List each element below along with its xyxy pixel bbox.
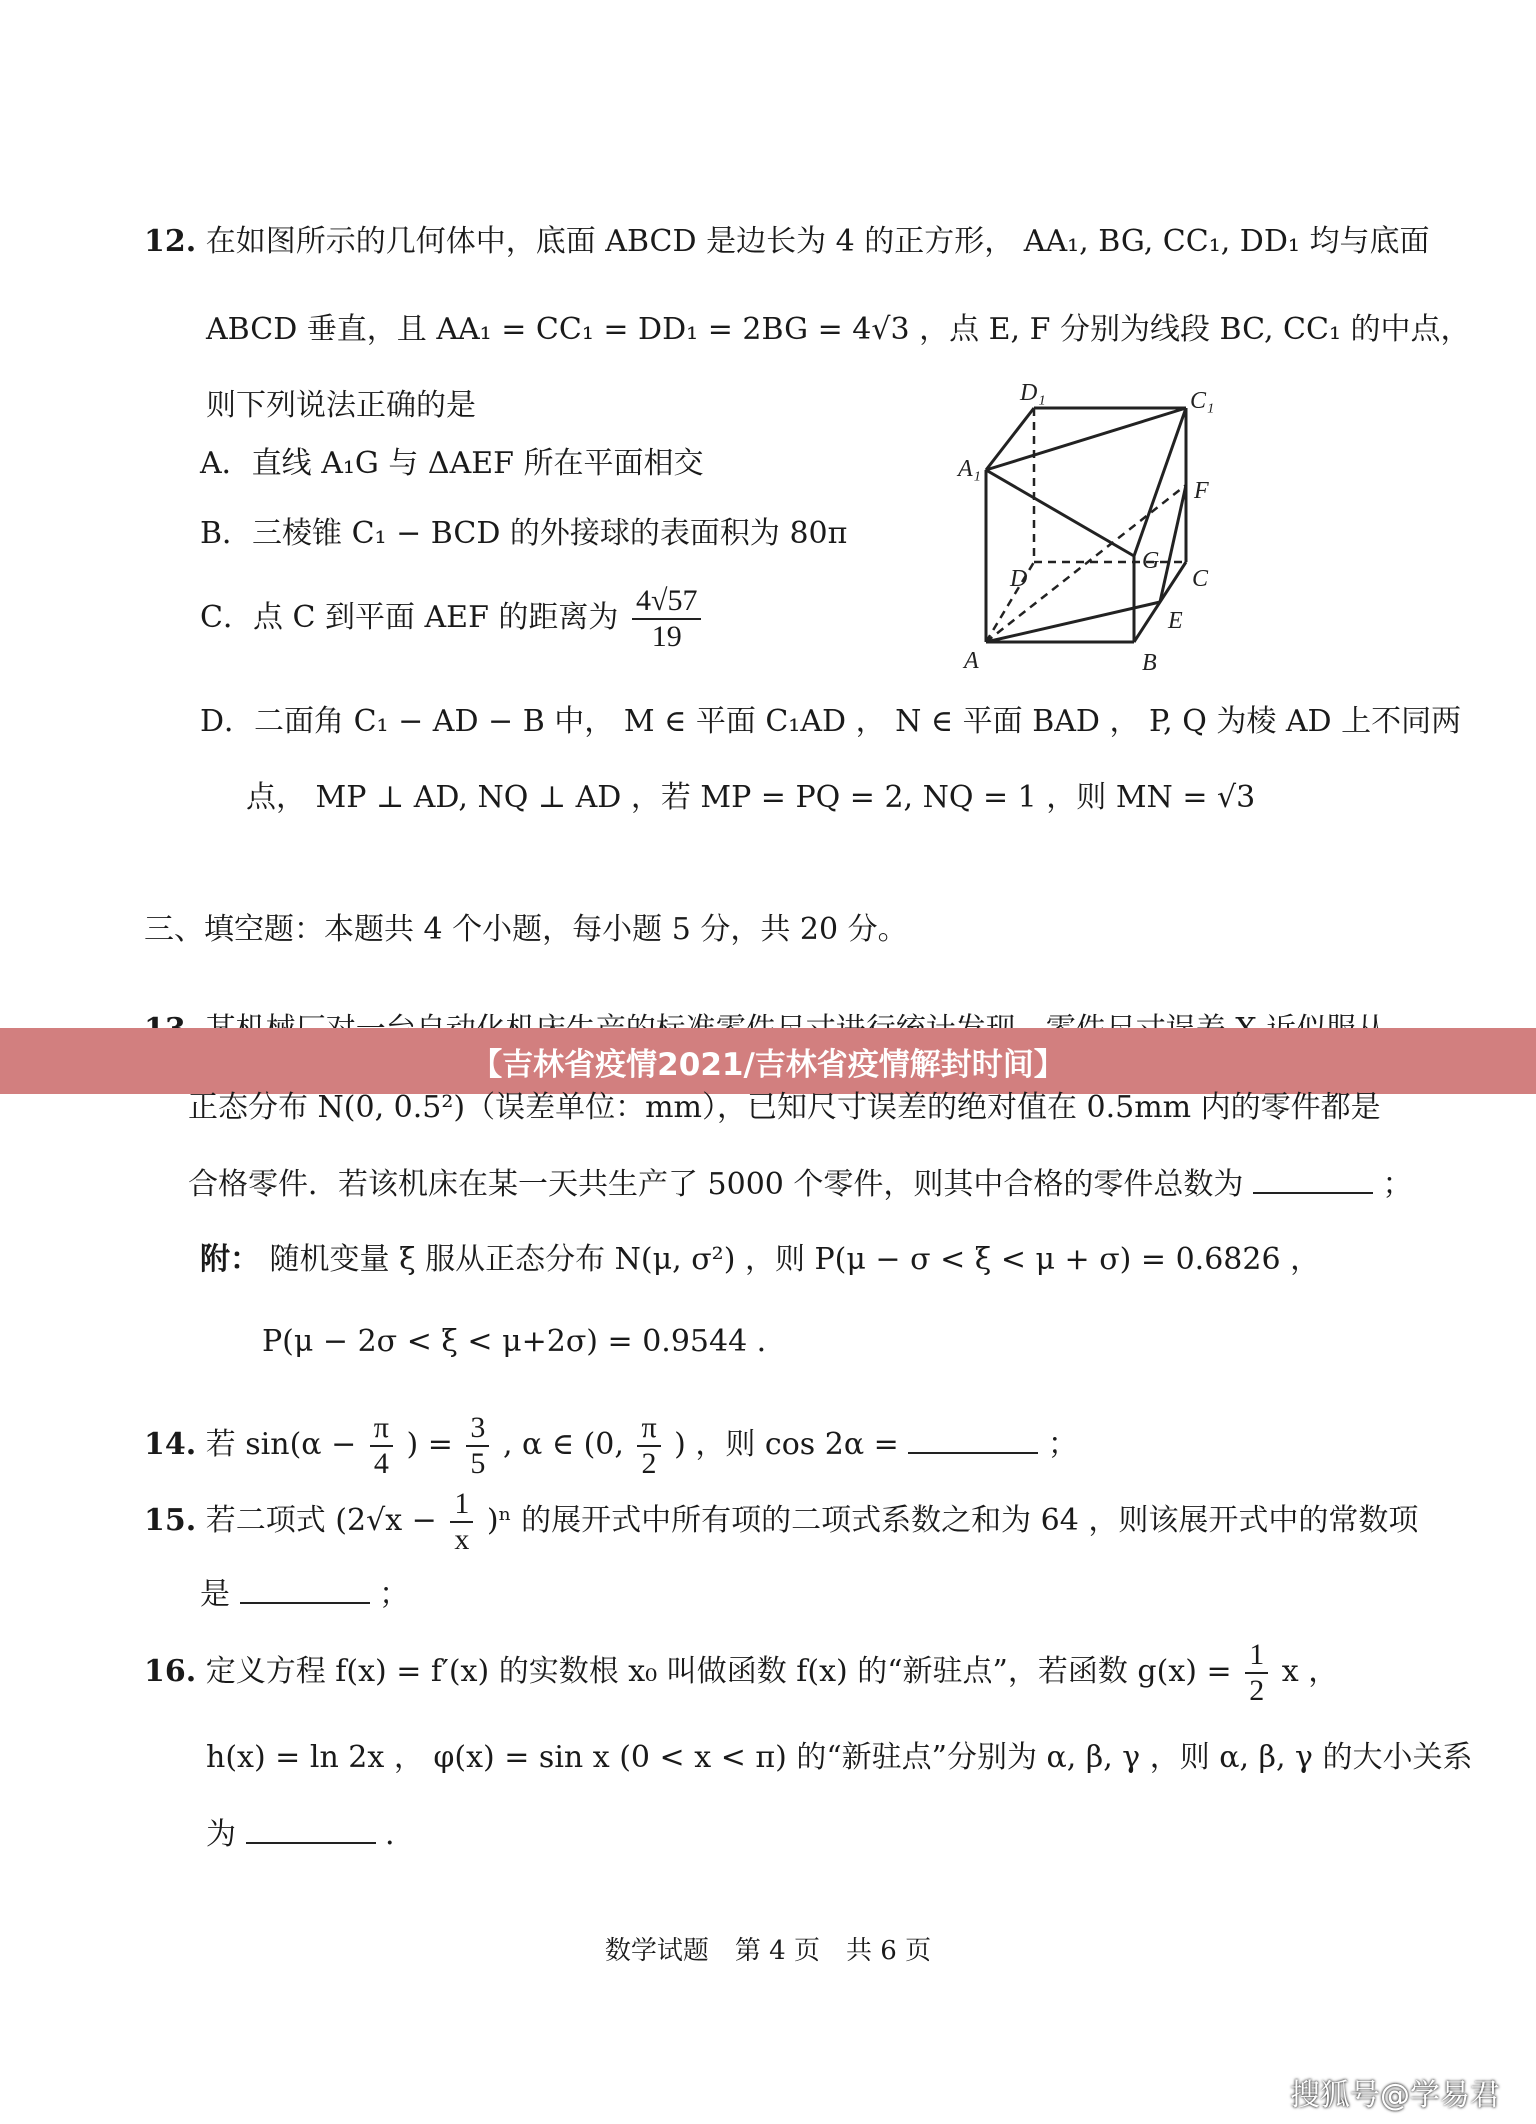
answer-blank[interactable] — [1253, 1166, 1373, 1194]
label-a: A — [964, 648, 979, 674]
q16-line3 — [206, 1816, 415, 1853]
q14-mid-2: , α ∈ (0, — [502, 1427, 624, 1462]
q14-prefix: 若 sin(α − — [205, 1427, 357, 1462]
q12-option-a: A．直线 A₁G 与 ΔAEF 所在平面相交 — [200, 446, 704, 481]
label-e: E — [1168, 608, 1183, 634]
fraction-denominator: x — [454, 1523, 470, 1556]
edge-gc1 — [1134, 408, 1186, 556]
q13-line3-end: ； — [1382, 1167, 1413, 1202]
edge-a1d1 — [986, 408, 1034, 470]
q15-end: ； — [379, 1577, 410, 1612]
label-d: D — [1010, 566, 1028, 592]
q12-option-b: B．三棱锥 C₁ − BCD 的外接球的表面积为 80π — [200, 516, 848, 551]
answer-blank[interactable] — [240, 1576, 370, 1604]
q14-end: ； — [1047, 1427, 1078, 1462]
q14-fraction-2 — [466, 1411, 489, 1481]
q16-end: ． — [385, 1817, 416, 1852]
fraction-denominator: 4 — [373, 1447, 389, 1480]
fraction-numerator: 1 — [1245, 1638, 1268, 1674]
answer-blank[interactable] — [908, 1426, 1038, 1454]
q12-stem-3: 则下列说法正确的是 — [206, 388, 476, 423]
label-b: B — [1142, 650, 1157, 676]
fraction-numerator: 4√57 — [632, 584, 701, 620]
q15-suffix: )ⁿ 的展开式中所有项的二项式系数之和为 64 ，则该展开式中的常数项 — [486, 1503, 1419, 1538]
q14-fraction-1 — [370, 1411, 393, 1481]
geometry-figure — [950, 372, 1230, 682]
q15-line1 — [144, 1486, 1418, 1558]
label-c: C — [1192, 566, 1209, 592]
label-c1: C₁ — [1190, 388, 1215, 414]
q12-stem-2: ABCD 垂直，且 AA₁ = CC₁ = DD₁ = 2BG = 4√3 ，点 E, F 分别为线段 BC, CC₁ 的中点， — [206, 312, 1471, 347]
q12-line1 — [144, 224, 1429, 260]
q16-fraction — [1245, 1638, 1268, 1708]
q13-line3 — [188, 1166, 1413, 1203]
q15-number: 15. — [144, 1503, 197, 1538]
watermark: 搜狐号@学易君 — [1290, 2078, 1500, 2113]
label-a1: A₁ — [958, 456, 982, 482]
q13-text-3: 合格零件．若该机床在某一天共生产了 5000 个零件，则其中合格的零件总数为 — [188, 1167, 1244, 1202]
q13-note-1 — [200, 1242, 1320, 1278]
q15-fraction — [450, 1487, 473, 1557]
q12-stem-1: 在如图所示的几何体中，底面 ABCD 是边长为 4 的正方形， AA₁, BG, CC₁, DD₁ 均与底面 — [205, 224, 1430, 259]
q12-option-c-text: C．点 C 到平面 AEF 的距离为 — [200, 600, 619, 635]
label-d1: D₁ — [1020, 380, 1046, 406]
q14-line — [144, 1408, 1078, 1484]
q14-fraction-3 — [637, 1411, 660, 1481]
q14-number: 14. — [144, 1427, 197, 1462]
q13-note-label: 附： — [200, 1242, 260, 1277]
q15-text-2: 是 — [200, 1577, 230, 1612]
q16-suffix: x ， — [1281, 1654, 1339, 1689]
q13-note-2: P(μ − 2σ < ξ < μ+2σ) = 0.9544 ． — [262, 1324, 787, 1359]
q16-line1 — [144, 1636, 1338, 1710]
fraction-numerator: π — [637, 1411, 660, 1447]
fraction-denominator: 5 — [470, 1447, 486, 1480]
q12-option-c — [200, 584, 705, 654]
page-footer: 数学试题 第 4 页 共 6 页 — [604, 1936, 932, 1966]
title-banner: 【吉林省疫情2021/吉林省疫情解封时间】 — [0, 1028, 1536, 1094]
fraction-denominator: 19 — [651, 620, 682, 653]
q12-option-d-2: 点， MP ⊥ AD, NQ ⊥ AD ，若 MP = PQ = 2, NQ = 1 ，则 MN = √3 — [246, 780, 1256, 815]
answer-blank[interactable] — [246, 1816, 376, 1844]
q12-option-d-1: D．二面角 C₁ − AD − B 中， M ∈ 平面 C₁AD ， N ∈ 平面 BAD ， P, Q 为棱 AD 上不同两 — [200, 704, 1462, 739]
label-g: G — [1142, 548, 1160, 574]
fraction-denominator: 2 — [1249, 1674, 1265, 1707]
q14-mid-1: ) = — [406, 1427, 453, 1462]
fraction-numerator: π — [370, 1411, 393, 1447]
q13-note-text-1: 随机变量 ξ 服从正态分布 N(μ, σ²) ，则 P(μ − σ < ξ < μ + σ) = 0.6826 ， — [269, 1242, 1321, 1277]
fraction-numerator: 3 — [466, 1411, 489, 1447]
q16-line2: h(x) = ln 2x ， φ(x) = sin x (0 < x < π) 的“新驻点”分别为 α, β, γ ，则 α, β, γ 的大小关系 — [206, 1740, 1473, 1775]
label-f: F — [1194, 478, 1209, 504]
q15-line2 — [200, 1576, 409, 1613]
q16-prefix: 定义方程 f(x) = f′(x) 的实数根 x₀ 叫做函数 f(x) 的“新驻点”，若函数 g(x) = — [205, 1654, 1232, 1689]
q15-prefix: 若二项式 (2√x − — [205, 1503, 437, 1538]
fraction-numerator: 1 — [450, 1487, 473, 1523]
q14-suffix: ) ，则 cos 2α = — [674, 1427, 899, 1462]
q13-text-2: 正态分布 N(0, 0.5²)（误差单位：mm），已知尺寸误差的绝对值在 0.5mm 内的零件都是 — [188, 1090, 1381, 1125]
q12-number: 12. — [144, 224, 197, 259]
q12-option-c-fraction — [632, 584, 701, 654]
q16-number: 16. — [144, 1654, 197, 1689]
fraction-denominator: 2 — [641, 1447, 657, 1480]
q16-text-3: 为 — [206, 1817, 236, 1852]
section3-heading: 三、填空题：本题共 4 个小题，每小题 5 分，共 20 分。 — [144, 912, 908, 947]
edge-a1c1 — [986, 408, 1186, 470]
